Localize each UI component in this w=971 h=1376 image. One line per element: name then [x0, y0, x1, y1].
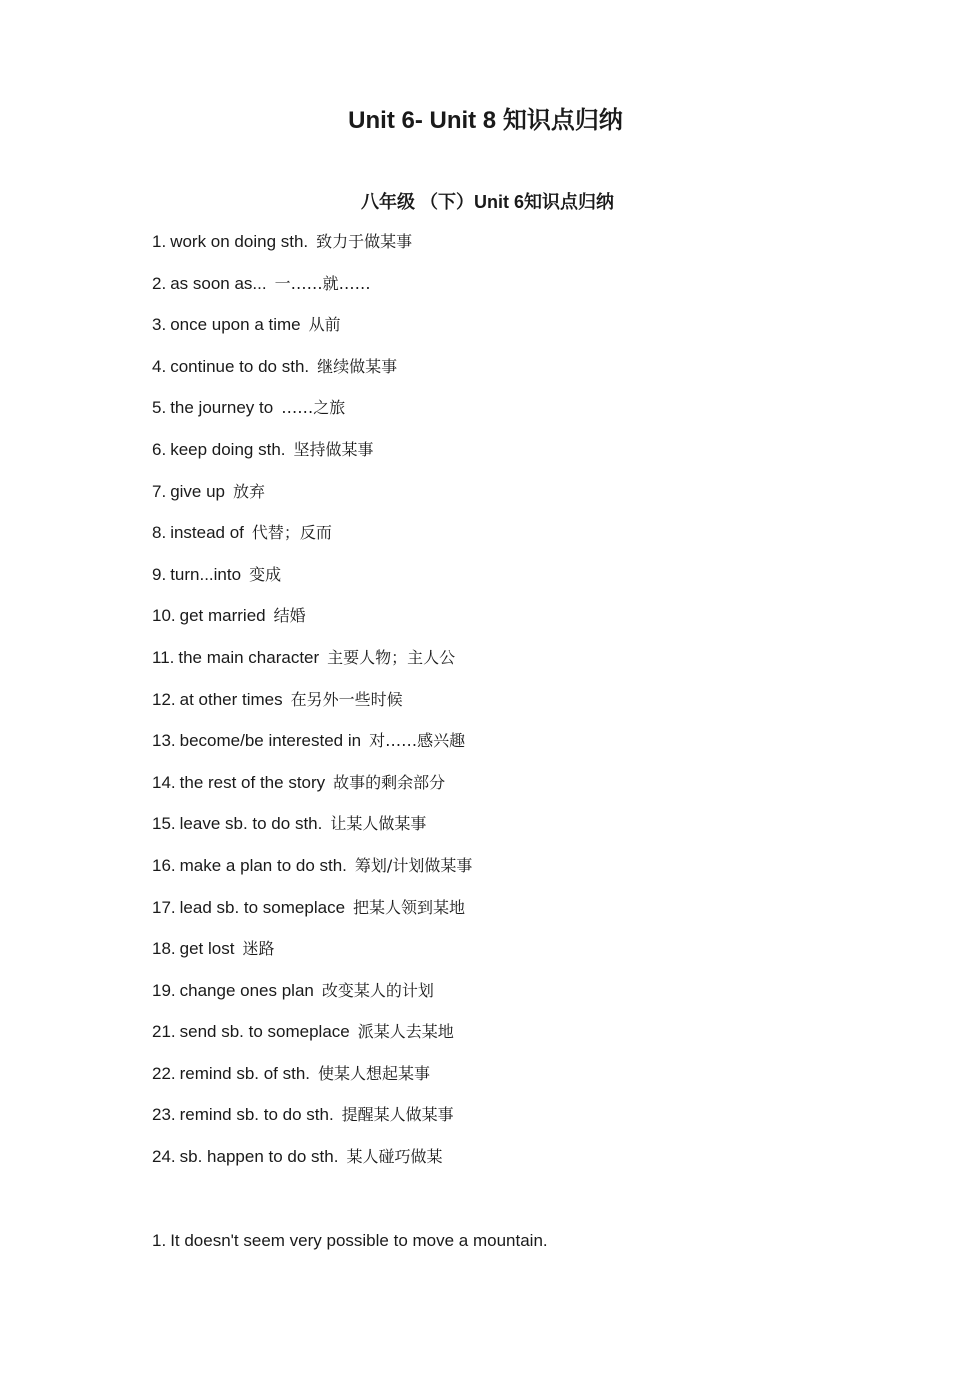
- phrase-english: work on doing sth.: [170, 232, 309, 251]
- phrase-item: [152, 602, 472, 644]
- phrase-chinese: 让某人做某事: [330, 814, 427, 834]
- phrase-number: 5.: [152, 398, 167, 418]
- phrase-item: [152, 311, 472, 353]
- phrase-number: 14.: [152, 772, 176, 792]
- phrase-number: 8.: [152, 523, 167, 543]
- phrase-number: 7.: [152, 481, 167, 501]
- phrase-chinese: 使某人想起某事: [318, 1063, 431, 1083]
- phrase-item: [152, 394, 472, 436]
- section-title: 八年级 （下）Unit 6知识点归纳: [360, 192, 614, 212]
- phrase-number: 23.: [152, 1105, 176, 1125]
- phrase-item: [152, 478, 472, 520]
- phrase-english: become/be interested in: [179, 731, 362, 751]
- phrase-chinese: 代替；反而: [251, 523, 332, 543]
- phrase-english: the journey to: [170, 398, 274, 418]
- phrase-item: [152, 561, 472, 603]
- phrase-chinese: 提醒某人做某事: [341, 1105, 454, 1125]
- document-title: Unit 6- Unit 8 知识点归纳: [348, 107, 623, 134]
- phrase-chinese: 主要人物；主人公: [327, 647, 456, 667]
- phrase-item: [152, 810, 472, 852]
- phrase-chinese: 变成: [249, 564, 282, 584]
- phrase-english: give up: [170, 481, 226, 501]
- phrase-english: continue to do sth.: [170, 356, 310, 376]
- phrase-chinese: 故事的剩余部分: [333, 772, 446, 792]
- phrase-chinese: 某人碰巧做某: [346, 1147, 443, 1167]
- phrase-chinese: 把某人领到某地: [353, 897, 466, 917]
- phrase-chinese: 对……感兴趣: [369, 731, 466, 751]
- phrase-chinese: 改变某人的计划: [321, 980, 434, 1000]
- phrase-item: [152, 644, 472, 686]
- phrase-item: [152, 894, 472, 936]
- phrase-english: the rest of the story: [179, 772, 326, 792]
- phrase-item: [152, 1101, 472, 1143]
- sentence-list: [152, 1227, 548, 1255]
- phrase-item: [152, 1018, 472, 1060]
- sentence-item: [152, 1227, 548, 1255]
- phrase-chinese: 坚持做某事: [293, 439, 374, 459]
- phrase-item: [152, 727, 472, 769]
- phrase-item: [152, 519, 472, 561]
- phrase-number: 3.: [152, 315, 167, 335]
- phrase-number: 17.: [152, 897, 176, 917]
- phrase-english: get lost: [179, 939, 235, 959]
- phrase-english: get married: [179, 606, 266, 626]
- phrase-number: 18.: [152, 939, 176, 959]
- phrase-number: 10.: [152, 606, 176, 626]
- phrase-item: [152, 977, 472, 1019]
- phrase-item: [152, 1143, 472, 1185]
- phrase-english: lead sb. to someplace: [179, 897, 346, 917]
- phrase-chinese: 从前: [308, 315, 341, 335]
- phrase-english: at other times: [179, 689, 283, 709]
- phrase-item: [152, 935, 472, 977]
- phrase-item: [152, 686, 472, 728]
- phrase-item: [152, 353, 472, 395]
- phrase-item: [152, 270, 472, 312]
- phrase-number: 22.: [152, 1063, 176, 1083]
- phrase-english: send sb. to someplace: [179, 1022, 350, 1042]
- sentence-text: It doesn't seem very possible to move a mountain.: [170, 1231, 548, 1250]
- phrase-number: 13.: [152, 731, 176, 751]
- phrase-chinese: 结婚: [273, 606, 306, 626]
- phrase-list: [152, 228, 472, 1185]
- phrase-english: once upon a time: [170, 315, 301, 335]
- phrase-number: 24.: [152, 1147, 176, 1167]
- phrase-number: 2.: [152, 273, 167, 293]
- phrase-number: 12.: [152, 689, 176, 709]
- phrase-chinese: 迷路: [242, 939, 275, 959]
- phrase-number: 21.: [152, 1022, 176, 1042]
- phrase-english: remind sb. of sth.: [179, 1063, 311, 1083]
- phrase-chinese: 派某人去某地: [357, 1022, 454, 1042]
- phrase-number: 1.: [152, 232, 167, 251]
- phrase-chinese: 一……就……: [274, 273, 371, 293]
- phrase-english: change ones plan: [179, 980, 314, 1000]
- phrase-english: turn...into: [170, 564, 242, 584]
- phrase-number: 16.: [152, 855, 176, 875]
- phrase-english: make a plan to do sth.: [179, 855, 347, 875]
- phrase-english: keep doing sth.: [170, 439, 286, 459]
- phrase-chinese: ……之旅: [281, 398, 346, 418]
- phrase-chinese: 在另外一些时候: [290, 689, 403, 709]
- phrase-number: 9.: [152, 564, 167, 584]
- phrase-item: [152, 852, 472, 894]
- phrase-number: 19.: [152, 980, 176, 1000]
- phrase-item: [152, 228, 472, 270]
- phrase-number: 15.: [152, 814, 176, 834]
- phrase-chinese: 继续做某事: [317, 356, 398, 376]
- phrase-number: 11.: [152, 647, 175, 667]
- phrase-english: leave sb. to do sth.: [179, 814, 323, 834]
- phrase-english: sb. happen to do sth.: [179, 1147, 339, 1167]
- phrase-chinese: 放弃: [233, 481, 266, 501]
- phrase-item: [152, 436, 472, 478]
- phrase-english: the main character: [178, 647, 320, 667]
- sentence-number: 1.: [152, 1231, 167, 1250]
- phrase-chinese: 致力于做某事: [316, 232, 413, 251]
- phrase-number: 4.: [152, 356, 167, 376]
- phrase-item: [152, 769, 472, 811]
- phrase-item: [152, 1060, 472, 1102]
- phrase-number: 6.: [152, 439, 167, 459]
- phrase-chinese: 筹划/计划做某事: [354, 855, 473, 875]
- phrase-english: remind sb. to do sth.: [179, 1105, 334, 1125]
- phrase-english: as soon as...: [170, 273, 267, 293]
- phrase-english: instead of: [170, 523, 244, 543]
